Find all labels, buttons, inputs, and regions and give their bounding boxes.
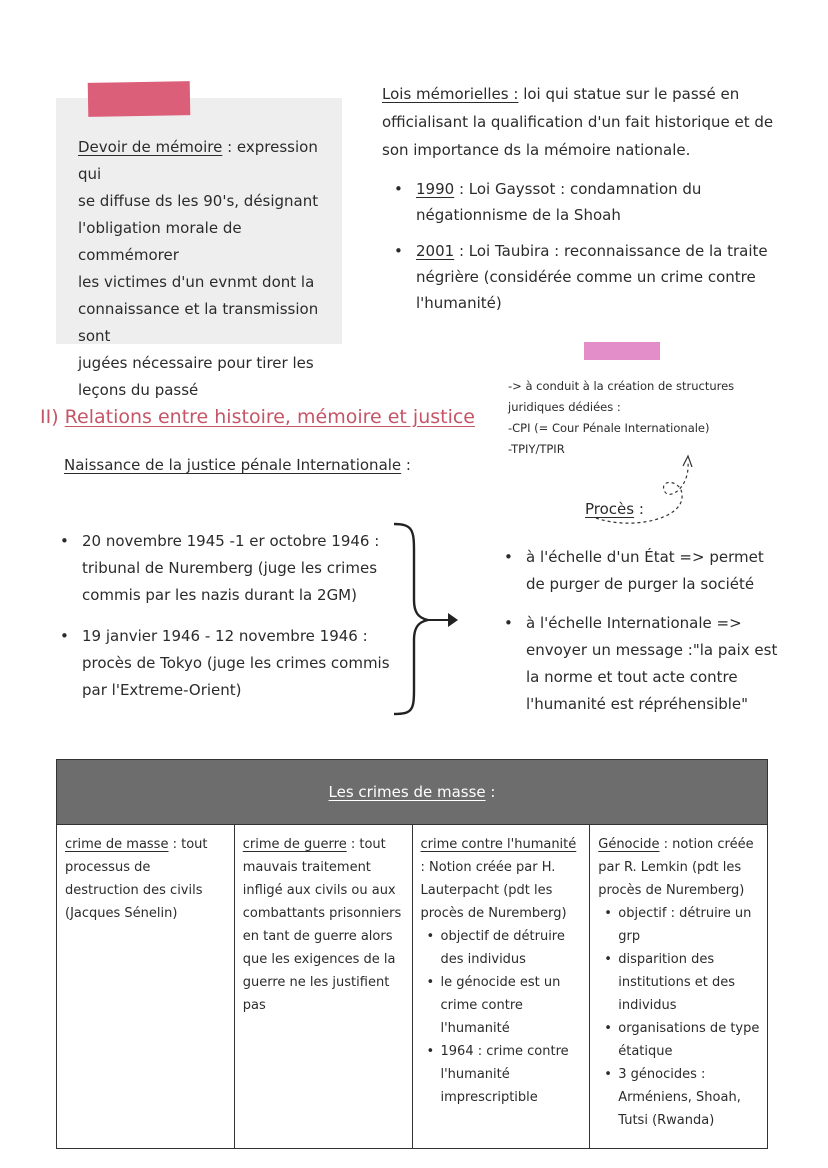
- list-item: • organisations de type étatique: [598, 1017, 761, 1063]
- lois-list: [382, 176, 802, 316]
- proces-list: [492, 544, 782, 730]
- column-crime-de-guerre: crime de guerre : tout mauvais traitement infligé aux civils ou aux combattants prisonniers en tant de guerre alors que les exigences de la guerre ne les justifient pas: [235, 825, 413, 1149]
- devoir-term: Devoir de mémoire: [78, 138, 223, 156]
- structures-aside: -> à conduit à la création de structures juridiques dédiées : -CPI (= Cour Pénale Internationale) -TPIY/TPIR: [508, 379, 735, 456]
- loop-arrow-icon: [590, 450, 700, 530]
- highlighter-mark: [584, 342, 660, 360]
- list-item: • à l'échelle Internationale => envoyer un message :"la paix est la norme et tout acte contre l'humanité est répréhensible": [492, 610, 782, 718]
- tribunals-list: [48, 528, 418, 718]
- list-item: • objectif de détruire des individus: [421, 925, 584, 971]
- crimes-table: [56, 759, 768, 1149]
- column-genocide: Génocide : notion créée par R. Lemkin (pdt les procès de Nuremberg) • objectif : détruire un grp • disparition des institutions et des individus • organisations de type étatique • 3 génocides : Arméniens, Shoah, Tutsi (Rwanda): [590, 825, 767, 1149]
- section-title: II) Relations entre histoire, mémoire et justice: [40, 406, 475, 428]
- tape-decoration: [88, 81, 191, 117]
- list-item: • 3 génocides : Arméniens, Shoah, Tutsi (Rwanda): [598, 1063, 761, 1132]
- list-item: • 20 novembre 1945 -1 er octobre 1946 : tribunal de Nuremberg (juge les crimes commis par les nazis durant la 2GM): [48, 528, 418, 609]
- list-item: • le génocide est un crime contre l'humanité: [421, 971, 584, 1040]
- list-item: • 19 janvier 1946 - 12 novembre 1946 : procès de Tokyo (juge les crimes commis par l'Extreme-Orient): [48, 623, 418, 704]
- column-crime-contre-humanite: crime contre l'humanité : Notion créée par H. Lauterpacht (pdt les procès de Nuremberg) • objectif de détruire des individus • le génocide est un crime contre l'humanité • 1964 : crime contre l'humanité imprescriptible: [413, 825, 591, 1149]
- table-columns: [57, 825, 767, 1149]
- lois-definition: Lois mémorielles : loi qui statue sur le passé en officialisant la qualification d'un fait historique et de son importance ds la mémoire nationale.: [382, 85, 774, 159]
- genocide-bullets: [598, 902, 761, 1132]
- list-item: • objectif : détruire un grp: [598, 902, 761, 948]
- column-crime-de-masse: crime de masse : tout processus de destruction des civils (Jacques Sénelin): [57, 825, 235, 1149]
- humanite-bullets: [421, 925, 584, 1109]
- brace-arrow-icon: [392, 520, 464, 720]
- lois-memorielles-block: [382, 80, 802, 326]
- list-item: • 1964 : crime contre l'humanité imprescriptible: [421, 1040, 584, 1109]
- list-item: • 2001 : Loi Taubira : reconnaissance de la traite négrière (considérée comme un crime contre l'humanité): [382, 238, 802, 316]
- proces-label: Procès :: [585, 500, 644, 518]
- list-item: • à l'échelle d'un État => permet de purger de purger la société: [492, 544, 782, 598]
- devoir-memoire-text: Devoir de mémoire : expression qui se diffuse ds les 90's, désignant l'obligation morale de commémorer les victimes d'un evnmt dont la connaissance et la transmission sont jugées nécessaire pour tirer les leçons du passé: [78, 138, 319, 399]
- justice-subtitle: Naissance de la justice pénale Internationale :: [64, 456, 411, 474]
- list-item: • 1990 : Loi Gayssot : condamnation du négationnisme de la Shoah: [382, 176, 802, 228]
- list-item: • disparition des institutions et des individus: [598, 948, 761, 1017]
- table-header: Les crimes de masse :: [57, 760, 767, 825]
